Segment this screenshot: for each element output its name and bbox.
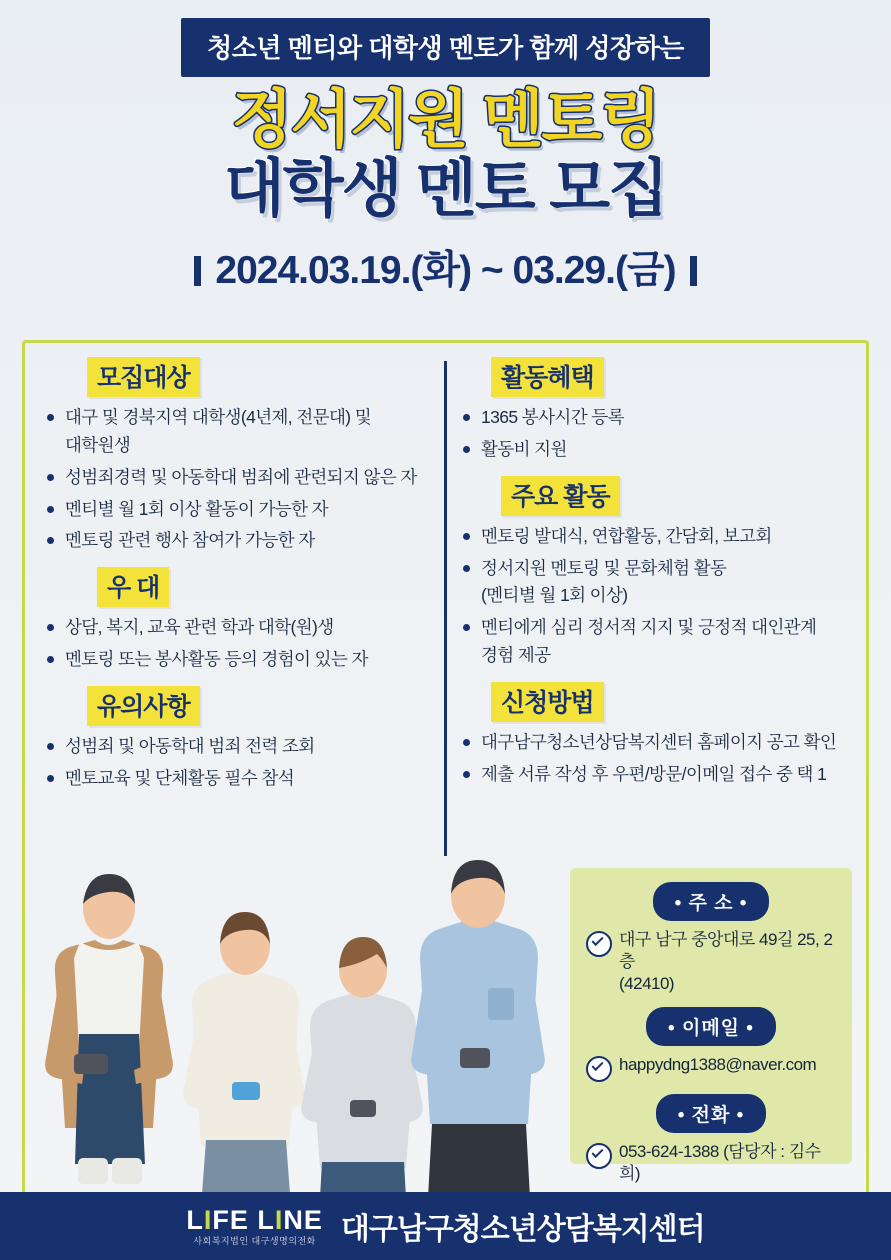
date-bar-right-icon: [690, 256, 697, 286]
section-items: [457, 524, 857, 668]
section-activities: [457, 476, 857, 668]
section-title: 주요 활동: [501, 476, 620, 516]
recruit-period: [0, 239, 891, 295]
list-item: 멘토링 또는 봉사활동 등의 경험이 있는 자: [41, 647, 441, 672]
logo-dot-2-icon: I: [274, 1204, 284, 1235]
list-item: 멘티별 월 1회 이상 활동이 가능한 자: [41, 497, 441, 522]
logo-dot-1-icon: I: [203, 1204, 213, 1235]
right-column: [457, 357, 857, 801]
phone-label: • 전화 •: [656, 1094, 767, 1133]
list-item: 대구 및 경북지역 대학생(4년제, 전문대) 및: [41, 405, 441, 430]
section-recruit-target: [41, 357, 441, 553]
list-item: (멘티별 월 1회 이상): [481, 585, 628, 606]
column-divider: [444, 361, 447, 856]
title-line-2: 대학생 멘토 모집: [223, 154, 667, 224]
date-text: 2024.03.19.(화) ~ 03.29.(금): [215, 249, 676, 292]
check-icon: [586, 931, 612, 957]
phone-text[interactable]: 053-624-1388 (담당자 : 김수희): [619, 1142, 821, 1184]
section-title: 활동혜택: [491, 357, 604, 397]
student-figure-4: [411, 860, 545, 1198]
list-item: 제출 서류 작성 후 우편/방문/이메일 접수 중 택 1: [457, 762, 857, 787]
section-benefits: [457, 357, 857, 462]
list-item: 대구남구청소년상담복지센터 홈페이지 공고 확인: [457, 730, 857, 755]
list-item: 1365 봉사시간 등록: [457, 405, 857, 430]
section-title: 모집대상: [87, 357, 200, 397]
students-illustration: [0, 838, 580, 1198]
section-items: [41, 734, 441, 791]
lifeline-logo: [186, 1204, 323, 1246]
title-line-1: 정서지원 멘토링: [231, 85, 660, 155]
student-figure-2: [183, 912, 305, 1194]
address-label: • 주 소 •: [653, 882, 770, 921]
list-item: 멘토링 관련 행사 참여가 가능한 자: [41, 528, 441, 553]
poster-footer: [0, 1192, 891, 1260]
email-label: • 이메일 •: [646, 1007, 776, 1046]
list-item: 대학원생: [65, 434, 131, 455]
date-bar-left-icon: [194, 256, 201, 286]
list-item: 경험 제공: [481, 645, 551, 666]
section-title: 신청방법: [491, 682, 604, 722]
section-items: [457, 730, 857, 787]
contact-card: [570, 868, 852, 1184]
check-icon: [586, 1056, 612, 1082]
title-block: [0, 85, 891, 224]
logo-part-2: FE L: [212, 1204, 275, 1235]
list-item: 멘토링 발대식, 연합활동, 간담회, 보고회: [457, 524, 857, 549]
list-item: 성범죄경력 및 아동학대 범죄에 관련되지 않은 자: [41, 465, 441, 490]
list-item: 멘토교육 및 단체활동 필수 참석: [41, 766, 441, 791]
list-item: 정서지원 멘토링 및 문화체험 활동: [457, 556, 857, 581]
section-title: 우 대: [97, 567, 169, 607]
list-item: 멘티에게 심리 정서적 지지 및 긍정적 대인관계: [457, 615, 857, 640]
logo-text: [186, 1204, 323, 1235]
section-title: 유의사항: [87, 686, 200, 726]
student-figure-3: [301, 937, 423, 1198]
header-ribbon: 청소년 멘티와 대학생 멘토가 함께 성장하는: [181, 18, 710, 77]
section-items: [41, 615, 441, 672]
list-item: 활동비 지원: [457, 437, 857, 462]
address-line-2: (42410): [619, 974, 675, 994]
left-column: [41, 357, 441, 805]
section-notice: [41, 686, 441, 791]
address-text: [619, 929, 840, 995]
organization-name: 대구남구청소년상담복지센터: [340, 1213, 705, 1246]
logo-part-1: L: [186, 1204, 204, 1235]
address-row: [586, 929, 840, 995]
address-line-1: 대구 남구 중앙대로 49길 25, 2층: [619, 930, 833, 972]
student-figure-1: [45, 874, 173, 1184]
email-text[interactable]: happydng1388@naver.com: [619, 1055, 817, 1075]
email-row: [586, 1054, 840, 1082]
section-items: [41, 405, 441, 553]
section-how-to-apply: [457, 682, 857, 787]
logo-subtitle: 사회복지법인 대구생명의전화: [193, 1235, 316, 1246]
poster-header: [0, 0, 891, 295]
list-item: 상담, 복지, 교육 관련 학과 대학(원)생: [41, 615, 441, 640]
list-item: 성범죄 및 아동학대 범죄 전력 조회: [41, 734, 441, 759]
phone-row: [586, 1141, 840, 1185]
check-icon: [586, 1143, 612, 1169]
logo-part-3: NE: [283, 1204, 323, 1235]
section-items: [457, 405, 857, 462]
section-preference: [41, 567, 441, 672]
